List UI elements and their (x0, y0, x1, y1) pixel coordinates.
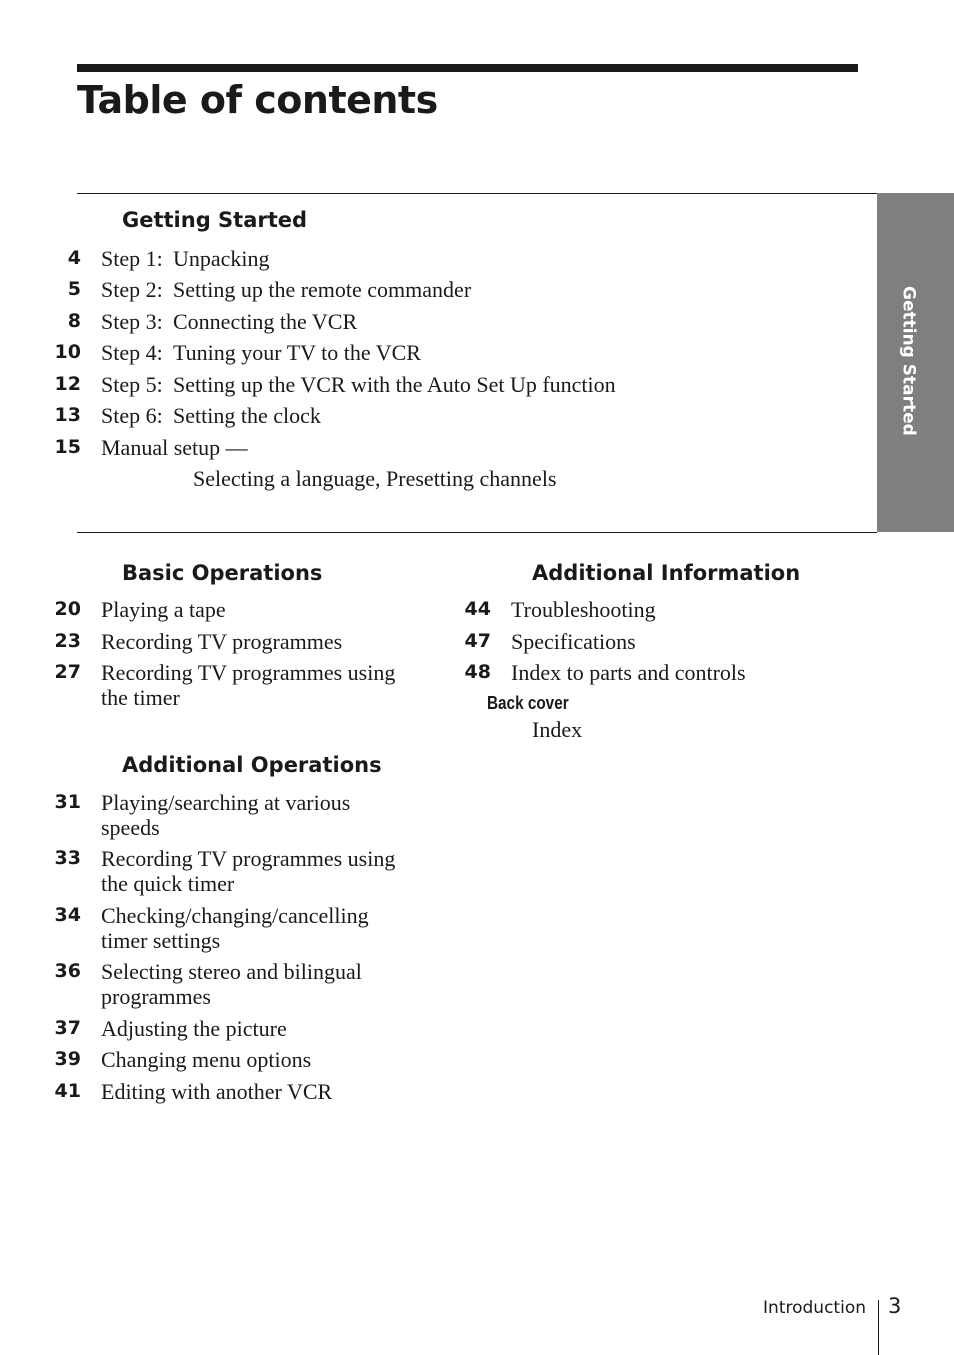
toc-entry[interactable] (0, 959, 362, 1009)
toc-entry-text: Unpacking (173, 246, 270, 271)
toc-step-label: Step 2: (101, 277, 163, 302)
toc-step-label: Step 6: (101, 403, 163, 428)
toc-entry-text: Adjusting the picture (101, 1016, 287, 1041)
toc-page-number: 15 (54, 436, 81, 458)
toc-entry[interactable] (0, 597, 226, 622)
toc-page-number: 12 (54, 373, 81, 395)
toc-page-number: 36 (54, 960, 81, 982)
toc-entry-text: Setting the clock (173, 403, 321, 428)
toc-page-number: 39 (54, 1048, 81, 1070)
toc-entry[interactable] (0, 277, 471, 302)
toc-step-label: Step 5: (101, 372, 163, 397)
toc-page-number: 41 (54, 1080, 81, 1102)
toc-entry-text: Manual setup — (101, 435, 248, 460)
toc-step-label: Step 4: (101, 340, 163, 365)
getting-started-heading: Getting Started (122, 208, 308, 232)
section-divider-bottom (77, 532, 877, 533)
toc-entry-line: the timer (101, 685, 180, 710)
toc-entry-text: Specifications (511, 629, 636, 654)
toc-page-number: 20 (54, 598, 81, 620)
toc-entry[interactable] (0, 340, 421, 365)
toc-page-number: 33 (54, 847, 81, 869)
toc-entry[interactable] (0, 435, 248, 460)
top-rule (77, 64, 858, 72)
toc-entry[interactable] (410, 660, 746, 685)
toc-page-number: 10 (54, 341, 81, 363)
toc-entry-line: Playing/searching at various (101, 790, 351, 815)
toc-entry-line: Recording TV programmes using (101, 846, 396, 871)
toc-page-number: 48 (464, 661, 491, 683)
toc-entry-line: the quick timer (101, 871, 235, 896)
side-tab (877, 193, 954, 532)
toc-entry-text: Tuning your TV to the VCR (173, 340, 421, 365)
toc-entry[interactable] (0, 1079, 332, 1104)
toc-page-number: 4 (67, 247, 81, 269)
side-tab-label: Getting Started (898, 286, 919, 436)
toc-entry-text: Connecting the VCR (173, 309, 358, 334)
toc-entry[interactable] (0, 1047, 311, 1072)
toc-entry-text: Recording TV programmes (101, 629, 343, 654)
toc-entry[interactable] (0, 372, 616, 397)
toc-entry[interactable] (0, 846, 395, 896)
footer-section-label: Introduction (763, 1298, 866, 1318)
toc-page-number: 13 (54, 404, 81, 426)
toc-page-number: 23 (54, 630, 81, 652)
toc-entry[interactable] (0, 629, 342, 654)
toc-step-label: Step 1: (101, 246, 163, 271)
toc-entry-line: Recording TV programmes using (101, 660, 396, 685)
toc-entry-text: Editing with another VCR (101, 1079, 333, 1104)
basic-operations-heading: Basic Operations (122, 561, 323, 585)
toc-entry[interactable] (0, 403, 321, 428)
toc-page-number: 37 (54, 1017, 81, 1039)
toc-page-number: 34 (54, 904, 81, 926)
footer-divider (878, 1300, 879, 1355)
toc-entry-line: Checking/changing/cancelling (101, 903, 369, 928)
toc-page-number: 8 (67, 310, 81, 332)
toc-entry-text: Changing menu options (101, 1047, 312, 1072)
toc-entry-text: Index to parts and controls (511, 660, 746, 685)
toc-page-number: 47 (464, 630, 491, 652)
additional-operations-heading: Additional Operations (122, 753, 382, 777)
toc-page-number: 27 (54, 661, 81, 683)
toc-entry[interactable] (0, 1016, 287, 1041)
toc-page-number: 44 (464, 598, 491, 620)
page-number: 3 (888, 1294, 902, 1318)
toc-entry-line: timer settings (101, 928, 221, 953)
toc-entry-subline: Selecting a language, Presetting channels (193, 466, 557, 491)
toc-entry-text: Playing a tape (101, 597, 226, 622)
toc-entry-line: programmes (101, 984, 211, 1009)
additional-information-heading: Additional Information (532, 561, 801, 585)
toc-step-label: Step 3: (101, 309, 163, 334)
toc-entry[interactable] (0, 903, 369, 953)
toc-entry[interactable] (410, 597, 656, 622)
toc-entry-text: Troubleshooting (511, 597, 656, 622)
toc-entry-text: Setting up the remote commander (173, 277, 472, 302)
page-title: Table of contents (77, 78, 438, 122)
toc-page-number: 31 (54, 791, 81, 813)
toc-entry-line: Selecting stereo and bilingual (101, 959, 362, 984)
toc-entry[interactable] (0, 309, 357, 334)
toc-entry[interactable] (0, 660, 395, 710)
toc-entry[interactable] (0, 246, 270, 271)
section-divider-top (77, 193, 877, 194)
back-cover-entry[interactable]: Index (532, 717, 583, 742)
toc-entry-line: speeds (101, 815, 160, 840)
toc-page-number: 5 (67, 278, 81, 300)
toc-entry[interactable] (410, 629, 636, 654)
toc-entry-text: Setting up the VCR with the Auto Set Up function (173, 372, 616, 397)
toc-entry[interactable] (0, 790, 350, 840)
back-cover-label: Back cover (487, 693, 569, 713)
